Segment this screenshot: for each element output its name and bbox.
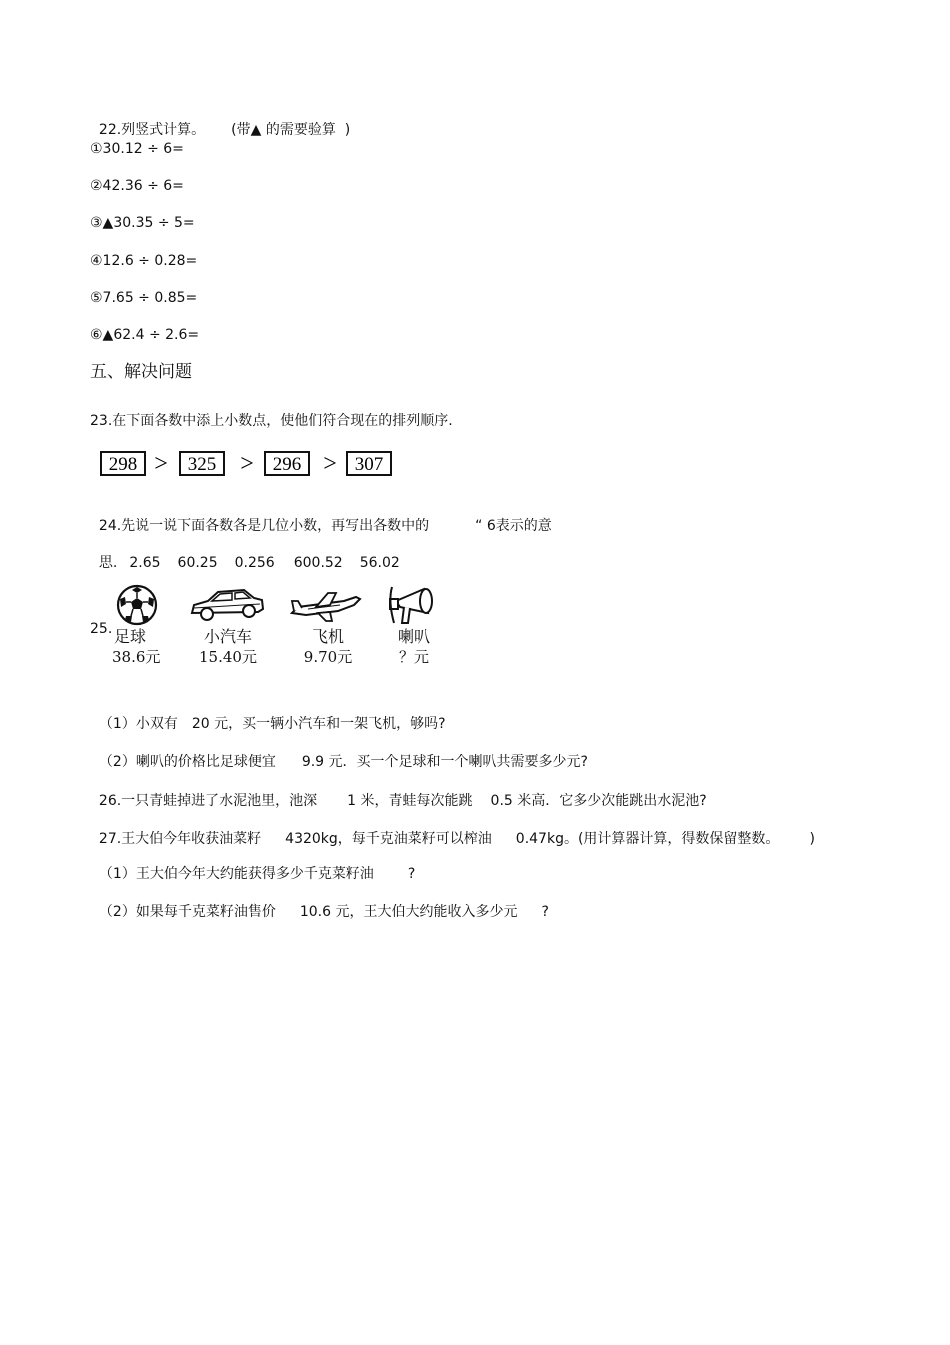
q25-sub-2 [90, 735, 588, 771]
q22-item-4: ④12.6 ÷ 0.28= [90, 253, 198, 269]
q27-sub-2-part-3: ? [541, 904, 549, 920]
q25-item-price-4: ？元 [398, 648, 429, 666]
q27-text [90, 812, 815, 848]
q24-text [90, 499, 552, 535]
q25-sub-2-part-1: （2）喇叭的价格比足球便宜 [98, 754, 276, 770]
q22-item-2: ②42.36 ÷ 6= [90, 178, 184, 194]
car-icon [188, 583, 268, 627]
q25-item-price-2: 15.40元 [199, 648, 257, 666]
q27-sub-1-part-2: ? [407, 866, 416, 882]
q22-item-6: ⑥▲62.4 ÷ 2.6= [90, 327, 200, 343]
q27-part-2: 4320kg，每千克油菜籽可以榨油 [285, 831, 492, 847]
q27-sub-1-part-1: （1）王大伯今年大约能获得多少千克菜籽油 [98, 866, 374, 882]
q27-sub-2-part-2: 10.6 元，王大伯大约能收入多少元 [299, 904, 518, 920]
q23-box-1 [101, 452, 145, 475]
q27-part-3: 0.47kg。(用计算器计算，得数保留整数。 [515, 831, 780, 847]
q25-sub-2-part-2: 9.9 元．买一个足球和一个喇叭共需要多少元? [301, 754, 588, 770]
q24-number-4: 600.52 [293, 555, 343, 571]
q22-item-3: ③▲30.35 ÷ 5= [90, 215, 195, 231]
q25-item-car [188, 583, 268, 667]
q25-item-horn [374, 583, 454, 667]
q23-number-1: 298 [108, 454, 138, 475]
q23-number-boxes [100, 450, 400, 478]
q24-number-1: 2.65 [129, 555, 161, 571]
q23-greater-sign-3: > [323, 451, 337, 477]
q25-item-price-1: 38.6元 [112, 648, 161, 666]
q24-number-3: 0.256 [234, 555, 275, 571]
q22-item-5: ⑤7.65 ÷ 0.85= [90, 290, 198, 306]
q22-item-1: ①30.12 ÷ 6= [90, 141, 184, 157]
q25-item-name-2: 小汽车 [203, 627, 252, 646]
q27-sub-2-part-1: （2）如果每千克菜籽油售价 [98, 904, 276, 920]
q25-sub-1-part-2: 20 元，买一辆小汽车和一架飞机，够吗? [191, 716, 446, 732]
q24-text-part-2: “ 6表示的意 [475, 518, 552, 534]
q25-label: 25. [90, 621, 113, 637]
q23-greater-sign-1: > [154, 451, 168, 477]
q27-part-4: ) [809, 831, 815, 847]
q25-sub-1-part-1: （1）小双有 [98, 716, 178, 732]
horn-icon [374, 583, 454, 627]
q25-item-name-1: 足球 [114, 627, 147, 646]
airplane-icon [288, 583, 368, 627]
q25-item-name-4: 喇叭 [397, 627, 430, 646]
q26-part-1: 26.一只青蛙掉进了水泥池里，池深 [98, 793, 318, 809]
q25-sub-1 [90, 697, 446, 733]
q25-item-price-3: 9.70元 [303, 648, 353, 666]
q23-number-3: 296 [272, 454, 302, 475]
q25-item-airplane [288, 583, 368, 667]
section-title: 五、解决问题 [90, 362, 192, 382]
q23-text: 23.在下面各数中添上小数点，使他们符合现在的排列顺序. [90, 413, 453, 429]
q22-note: (带▲ 的需要验算 ) [231, 122, 351, 138]
q23-greater-sign-2: > [240, 451, 254, 477]
q25-price-items [112, 583, 452, 675]
q27-sub-2 [90, 885, 549, 921]
q25-item-name-3: 飞机 [311, 627, 344, 646]
q23-box-2 [180, 452, 224, 475]
q26-text [90, 774, 707, 810]
q24-number-5: 56.02 [359, 555, 400, 571]
q23-number-4: 307 [354, 454, 384, 475]
q26-part-3: 0.5 米高．它多少次能跳出水泥池? [490, 793, 707, 809]
q23-box-3 [265, 452, 309, 475]
q22-title: 22.列竖式计算。 [98, 122, 206, 138]
q24-number-2: 60.25 [177, 555, 218, 571]
q24-text-part-3: 思. [98, 555, 118, 571]
q25-item-soccer [112, 583, 192, 667]
q26-part-2: 1 米，青蛙每次能跳 [347, 793, 473, 809]
q23-number-2: 325 [187, 454, 217, 475]
q27-part-1: 27.王大伯今年收获油菜籽 [98, 831, 262, 847]
q22-header [90, 103, 350, 139]
q24-text-part-1: 24.先说一说下面各数各是几位小数，再写出各数中的 [98, 518, 430, 534]
soccer-ball-icon [112, 583, 192, 627]
q23-box-4 [347, 452, 391, 475]
q24-numbers-line [90, 536, 400, 572]
q27-sub-1 [90, 847, 415, 883]
